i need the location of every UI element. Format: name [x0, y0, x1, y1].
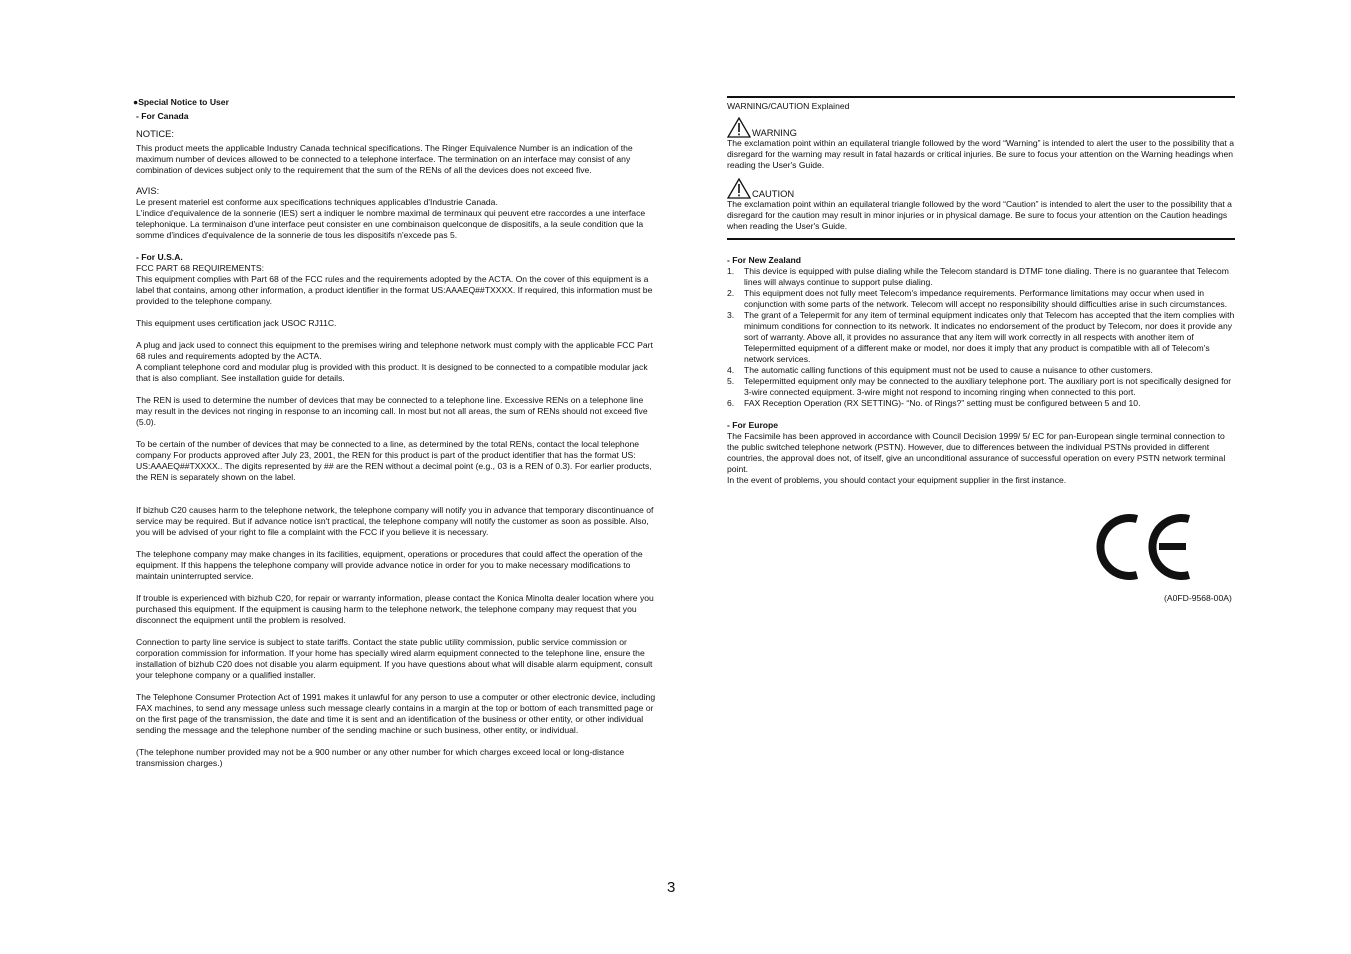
list-item-text: This device is equipped with pulse dialing while the Telecom standard is DTMF tone dialing. There is no guarantee that Telecom lines will always continue to support pulse dialing.: [744, 266, 1229, 287]
caution-label: CAUTION: [752, 188, 795, 199]
notice-text: This product meets the applicable Industry Canada technical specifications. The Ringer Equivalence Number is an indication of the maximum number of devices allowed to be connected to a telephone interface. The termination on an interface may consist of any combination of devices subject only to the requirement that the sum of the RENs of all the devices does not exceed five.: [136, 143, 633, 175]
plug-paragraph: A plug and jack used to connect this equipment to the premises wiring and telephone network must comply with the applicable FCC Part 68 rules and requirements adopted by the ACTA.: [136, 340, 653, 361]
europe-heading: - For Europe: [727, 420, 779, 430]
ren-format-paragraph: To be certain of the number of devices that may be connected to a line, as determined by the total RENs, contact the local telephone company For products approved after July 23, 2001, the REN for this product is part of the product identifier that has the format US: US:AAAEQ##TXXXX.. The digits represented by ## are the REN without a decimal point (e.g., 03 is a REN of 0.3). For earlier products, the REN is separately shown on the label.: [136, 439, 652, 482]
new-zealand-list: [727, 266, 1237, 409]
bottom-rule: [727, 238, 1235, 240]
list-item-text: This equipment does not fully meet Telecom's impedance requirements. Performance limitations may occur when used in conjunction with some parts of the network. Telecom will accept no responsibility should difficulties arise in such circumstances.: [744, 288, 1228, 309]
list-item-number: 3.: [727, 310, 735, 320]
warning-label: WARNING: [752, 127, 797, 138]
document-code: (A0FD-9568-00A): [1164, 593, 1232, 603]
tcpa-paragraph: The Telephone Consumer Protection Act of 1991 makes it unlawful for any person to use a computer or other electronic device, including FAX machines, to send any message unless such message clearly contains in a margin at the top or bottom of each transmitted page or on the first page of the transmission, the date and time it is sent and an identification of the business or other entity, or other individual sending the message and the telephone number of the sending machine or such business, other entity, or individual.: [136, 692, 656, 735]
new-zealand-list-item: [727, 288, 1237, 310]
notice-label: NOTICE:: [136, 128, 175, 139]
canada-heading: - For Canada: [136, 111, 189, 121]
fcc-label: FCC PART 68 REQUIREMENTS:: [136, 263, 264, 273]
top-rule: [727, 96, 1235, 98]
avis-label: AVIS:: [136, 185, 160, 196]
party-line-paragraph: Connection to party line service is subject to state tariffs. Contact the state public utility commission, public service commission or corporation commission for information. If your home has specially wired alarm equipment connected to the telephone line, ensure the installation of bizhub C20 does not disable you alarm equipment. If you have questions about what will disable alarm equipment, consult your telephone company or a qualified installer.: [136, 637, 653, 680]
new-zealand-list-item: [727, 376, 1237, 398]
avis-line2: L'indice d'equivalence de la sonnerie (IES) sert a indiquer le nombre maximal de terminaux qui peuvent etre raccordes a une interface telephonique. La terminaison d'une interface peut consister en une combinaison quelconque de dispositifs, a la seule condition que la somme d'indices d'equivalence de la sonnerie de tous les dispositifs n'excede pas 5.: [136, 208, 646, 240]
list-item-text: The grant of a Telepermit for any item of terminal equipment indicates only that Telecom has accepted that the item complies with minimum conditions for connection to its network. It indicates no endorsement of the product by Telecom, nor does it provide any sort of warranty. Above all, it provides no assurance that any item will work correctly in all respects with another item of Telepermitted equipment of a different make or model, nor does it imply that any product is compatible with all of Telecom's network services.: [744, 310, 1235, 364]
new-zealand-list-item: [727, 310, 1237, 365]
new-zealand-list-item: [727, 365, 1237, 376]
trouble-paragraph: If trouble is experienced with bizhub C20, for repair or warranty information, please contact the Konica Minolta dealer location where you purchased this equipment. If the equipment is causing harm to the telephone network, the telephone company may request that you disconnect the equipment until the problem is resolved.: [136, 593, 654, 625]
new-zealand-list-item: [727, 266, 1237, 288]
ce-mark-icon: [1093, 511, 1193, 583]
europe-problems-text: In the event of problems, you should contact your equipment supplier in the first instance.: [727, 475, 1067, 485]
ren-paragraph: The REN is used to determine the number of devices that may be connected to a telephone line. Excessive RENs on a telephone line may result in the devices not ringing in response to an incoming call. In most but not all areas, the sum of RENs should not exceed five (5.0).: [136, 395, 648, 427]
avis-line1: Le present materiel est conforme aux specifications techniques applicables d'Industrie Canada.: [136, 197, 498, 207]
right-column: [727, 100, 1237, 486]
special-notice-heading: ●Special Notice to User: [133, 97, 229, 107]
list-item-number: 2.: [727, 288, 735, 298]
new-zealand-heading: - For New Zealand: [727, 255, 802, 265]
list-item-number: 6.: [727, 398, 735, 408]
warning-text: The exclamation point within an equilateral triangle followed by the word “Warning” is intended to alert the user to the possibility that a disregard for the warning may result in fatal hazards or critical injuries. Be sure to focus your attention on the Warning headings when reading the User's Guide.: [727, 138, 1234, 170]
new-zealand-list-item: [727, 398, 1237, 409]
warning-caution-title: WARNING/CAUTION Explained: [727, 101, 850, 111]
harm-paragraph: If bizhub C20 causes harm to the telephone network, the telephone company will notify you in advance that temporary discontinuance of service may be required. But if advance notice isn't practical, the telephone company will notify the customer as soon as possible. Also, you will be advised of your right to file a complaint with the FCC if you believe it is necessary.: [136, 505, 654, 537]
list-item-text: Telepermitted equipment only may be connected to the auxiliary telephone port. The auxiliary port is not specifically designed for 3-wire connected equipment. 3-wire might not respond to incoming ringing when connected to this port.: [744, 376, 1232, 397]
list-item-number: 5.: [727, 376, 735, 386]
caution-row: [727, 177, 1237, 199]
ce-mark: [1093, 511, 1193, 588]
list-item-number: 1.: [727, 266, 735, 276]
number-900-paragraph: (The telephone number provided may not be a 900 number or any other number for which charges exceed local or long-distance transmission charges.): [136, 747, 625, 768]
fcc-paragraph: This equipment complies with Part 68 of the FCC rules and the requirements adopted by the ACTA. On the cover of this equipment is a label that contains, among other information, a product identifier in the format US:AAAEQ##TXXXX. If required, this information must be provided to the telephone company.: [136, 274, 653, 306]
jack-paragraph: This equipment uses certification jack USOC RJ11C.: [136, 318, 337, 328]
europe-text: The Facsimile has been approved in accordance with Council Decision 1999/ 5/ EC for pan-European single terminal connection to the public switched telephone network (PSTN). However, due to differences between the individual PSTNs provided in different countries, the approval does not, of itself, give an unconditional assurance of successful operation on every PSTN network terminal point.: [727, 431, 1226, 474]
cord-paragraph: A compliant telephone cord and modular plug is provided with this product. It is designed to be connected to a compatible modular jack that is also compliant. See installation guide for details.: [136, 362, 648, 383]
warning-triangle-icon: [727, 117, 751, 138]
usa-heading: - For U.S.A.: [136, 252, 183, 262]
caution-triangle-icon: [727, 178, 751, 199]
changes-paragraph: The telephone company may make changes in its facilities, equipment, operations or procedures that could affect the operation of the equipment. If this happens the telephone company will provide advance notice in order for you to make necessary modifications to maintain uninterrupted service.: [136, 549, 643, 581]
list-item-text: FAX Reception Operation (RX SETTING)- “No. of Rings?” setting must be configured between 5 and 10.: [744, 398, 1141, 408]
left-column: [134, 97, 659, 769]
list-item-number: 4.: [727, 365, 735, 375]
caution-text: The exclamation point within an equilateral triangle followed by the word “Caution” is intended to alert the user to the possibility that a disregard for the caution may result in minor injuries or in physical damage. Be sure to focus your attention on the Caution headings when reading the User's Guide.: [727, 199, 1232, 231]
warning-row: [727, 116, 1237, 138]
list-item-text: The automatic calling functions of this equipment must not be used to cause a nuisance to other customers.: [744, 365, 1153, 375]
page-number: 3: [667, 879, 676, 896]
